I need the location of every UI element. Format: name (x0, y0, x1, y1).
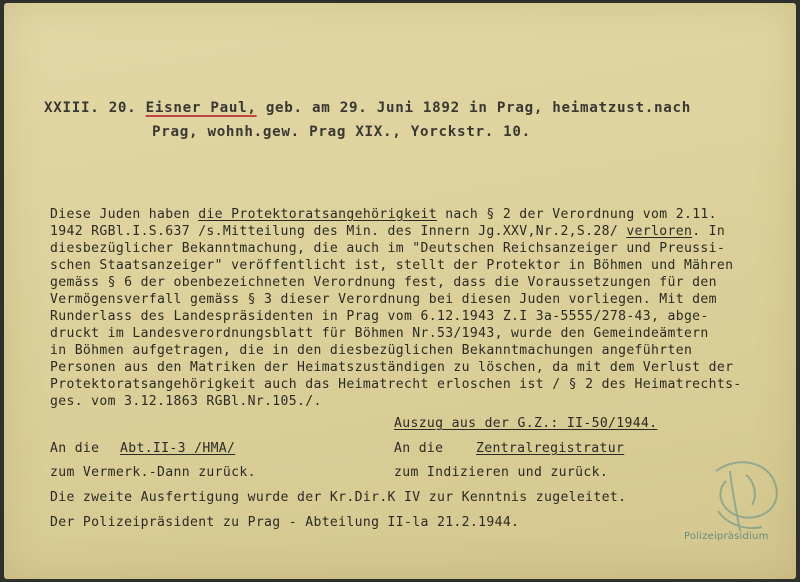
stamp-text: Polizeipräsidium (684, 531, 769, 542)
polizeipraesident-signature: Der Polizeipräsident zu Prag - Abteilung II-la 21.2.1944. (50, 515, 520, 530)
body-line-5: gemäss § 6 der obenbezeichneten Verordnung fest, dass die Voraussetzungen für den (50, 275, 717, 290)
body-line-1: Diese Juden haben die Protektoratsangehörigkeit nach § 2 der Verordnung vom 2.11. (50, 207, 717, 222)
vermerk-instruction: zum Vermerk.-Dann zurück. (50, 465, 256, 480)
record-number: XXIII. 20. (44, 100, 146, 116)
zweite-ausfertigung-note: Die zweite Ausfertigung wurde der Kr.Dir.K IV zur Kenntnis zugeleitet. (50, 490, 627, 505)
auszug-reference: Auszug aus der G.Z.: II-50/1944. (394, 416, 658, 431)
body-line-3: diesbezüglicher Bekanntmachung, die auch im "Deutschen Reichsanzeiger und Preussi- (50, 241, 726, 256)
indizieren-instruction: zum Indizieren und zurück. (394, 465, 609, 480)
zentralregistratur-recipient: Zentralregistratur (476, 441, 625, 456)
body-line-9: in Böhmen aufgetragen, die in den diesbezüglichen Bekanntmachungen angeführten (50, 343, 693, 358)
body-line-4: schen Staatsanzeiger" veröffentlicht ist, stellt der Protektor in Böhmen und Mähren (50, 258, 734, 273)
abteilung-recipient: Abt.II-3 /HMA/ (120, 441, 236, 456)
body-line-12: ges. vom 3.12.1863 RGBl.Nr.105./. (50, 394, 322, 409)
header-line-1 (44, 100, 691, 117)
an-die-right: An die (394, 441, 444, 456)
birth-info: geb. am 29. Juni 1892 in Prag, heimatzust.nach (256, 100, 691, 116)
underlined-verloren: verloren (626, 224, 693, 239)
index-card (4, 3, 796, 579)
body-line-10: Personen aus den Matriken der Heimatszuständigen zu löschen, da mit dem Verlust der (50, 360, 734, 375)
underlined-protektorat: die Protektoratsangehörigkeit (198, 207, 437, 222)
person-name: Eisner Paul, (145, 100, 257, 116)
body-line-6: Vermögensverfall gemäss § 3 dieser Verordnung bei diesen Juden vorliegen. Mit dem (50, 292, 717, 307)
body-line-11: Protektoratsangehörigkeit auch das Heimatrecht erloschen ist / § 2 des Heimatrechts- (50, 377, 742, 392)
body-line-2: 1942 RGBl.I.S.637 /s.Mitteilung des Min. des Innern Jg.XXV,Nr.2,S.28/ verloren. In (50, 224, 726, 239)
body-line-8: druckt im Landesverordnungsblatt für Böhmen Nr.53/1943, wurde den Gemeindeämtern (50, 326, 709, 341)
body-line-7: Runderlass des Landespräsidenten in Prag vom 6.12.1943 Z.I 3a-5555/278-43, abge- (50, 309, 709, 324)
an-die-left: An die (50, 441, 100, 456)
header-line-2: Prag, wohnh.gew. Prag XIX., Yorckstr. 10. (152, 124, 531, 140)
